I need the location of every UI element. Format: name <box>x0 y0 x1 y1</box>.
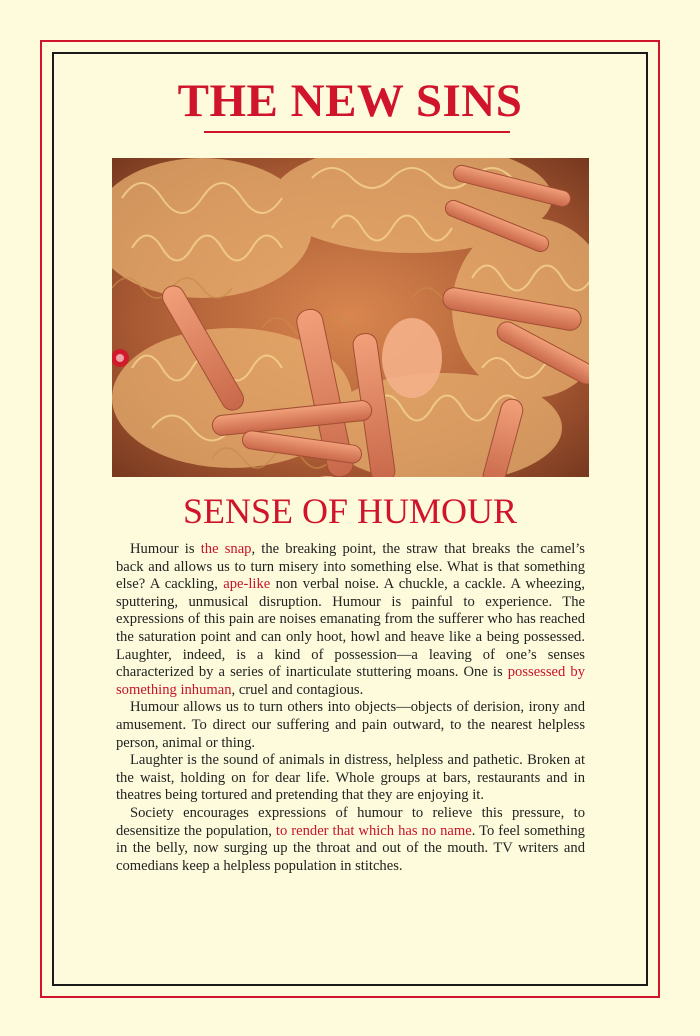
highlighted-phrase: to render that which has no name <box>275 822 472 839</box>
paragraph-text: Humour allows us to turn others into objects—objects of derision, irony and amusement. To direct our suffering and pain outward, to the nearest helpless person, animal or thing. <box>116 699 585 751</box>
paragraph-text: Laughter is the sound of animals in distress, helpless and pathetic. Broken at the waist, holding on for dear life. Whole groups at bars, restaurants and in theatres being tortured and pretending that they are enjoying it. <box>116 752 585 804</box>
paragraph-text: . To feel something in the belly, now surging up the throat and out of the mouth. TV writers and comedians keep a helpless population in stitches. <box>116 822 585 874</box>
highlighted-phrase: the snap <box>200 541 252 557</box>
title-underline <box>204 131 510 133</box>
highlighted-phrase: ape-like <box>223 576 271 593</box>
body-paragraph <box>116 752 585 805</box>
paragraph-text: Humour is <box>130 541 201 557</box>
paragraph-text: non verbal noise. A chuckle, a cackle. A wheezing, sputtering, unmusical disruption. Humour is painful to experience. The expressions of this pain are noises emanating from the sufferer who has reached the saturation point and can only hoot, howl and heave like a being possessed. Laughter, indeed, is a kind of possession—a leaving of one’s senses characterized by a series of inarticulate stuttering moans. One is <box>116 576 585 681</box>
paragraph-text: Society encourages expressions of humour to relieve this pressure, to desensitize the population, <box>116 804 585 839</box>
body-paragraph <box>116 805 585 875</box>
highlighted-phrase: possessed by something inhuman <box>116 664 586 698</box>
body-paragraph <box>116 699 585 752</box>
page-title: THE NEW SINS <box>177 75 523 127</box>
paragraph-text: , cruel and contagious. <box>231 681 364 698</box>
article-body <box>116 541 585 875</box>
paragraph-text: , the breaking point, the straw that breaks the camel’s back and allows us to turn misery into something else. What is that something else? A cackling, <box>116 541 585 593</box>
body-paragraph <box>116 541 585 699</box>
section-heading: SENSE OF HUMOUR <box>182 491 518 531</box>
tangled-dolls-photo <box>112 158 589 477</box>
photo-illustration <box>112 158 589 477</box>
